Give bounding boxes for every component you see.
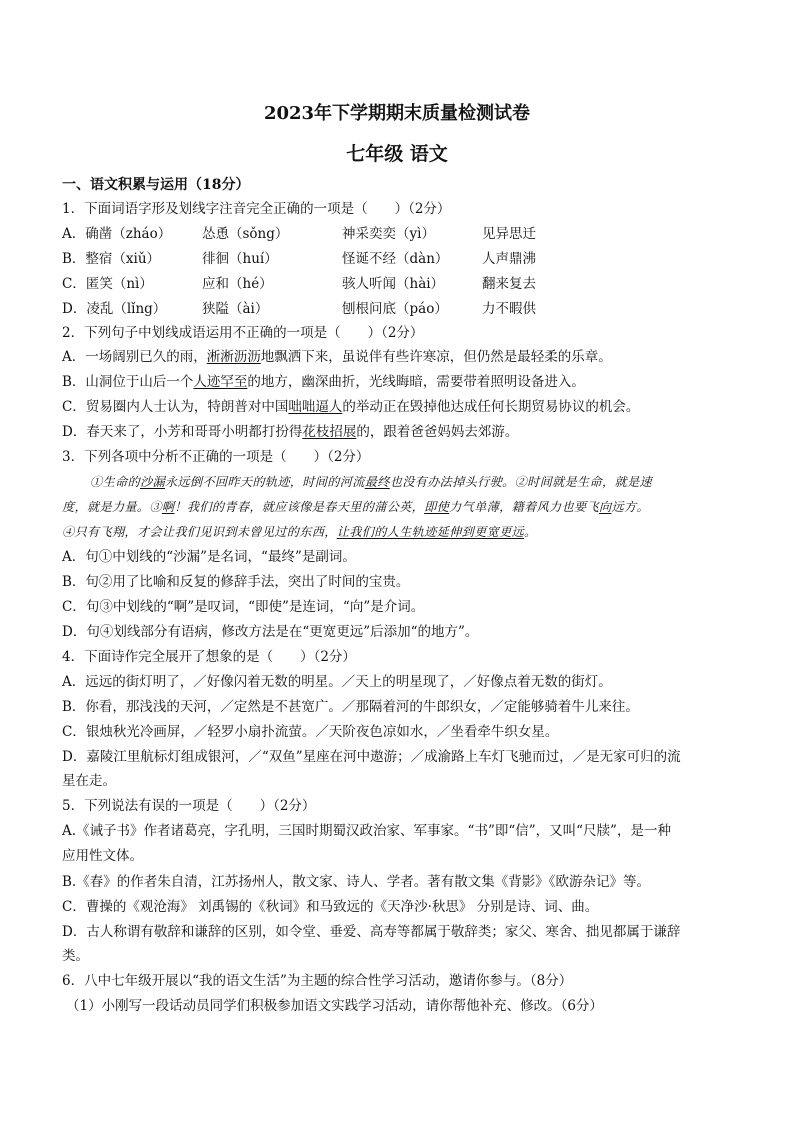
q2-b-underlined: 人迹罕至 [193, 374, 248, 390]
q3-p2b: ！我们的青春，就应该像是春天里的蒲公英， [174, 500, 425, 514]
q3-p1c: 也没有办法掉头行驶。②时间就是生命，就是速 [389, 475, 652, 489]
q3-p2d: 远方。 [611, 500, 649, 514]
q5-option-d-line-1: D．古人称谓有敬辞和谦辞的区别，如令堂、垂爱、高寿等都属于敬辞类；家父、寒舍、拙见都属于谦辞 [62, 924, 681, 940]
section-heading: 一、语文积累与运用（18分） [62, 177, 250, 193]
q2-c-post: 的举动正在毁掉他达成任何长期贸易协议的机会。 [342, 399, 640, 415]
q1-c-3: 骇人听闻（hài） [342, 276, 445, 292]
q1-c-1: C．匿笑（nì） [62, 276, 153, 292]
q2-option-a [62, 347, 730, 367]
q2-d-post: 的，跟着爸爸妈妈去郊游。 [356, 424, 519, 440]
q4-option-b: B．你看，那浅浅的天河，／定然是不甚宽广。／那隔着河的牛郎织女，／定能够骑着牛儿来往。 [62, 699, 639, 715]
q5-option-d-line-2: 类。 [62, 948, 89, 964]
q1-option-d [62, 299, 730, 319]
q4-option-d-line-1: D．嘉陵江里航标灯组成银河，／“双鱼”星座在河中遨游；／成渝路上车灯飞驰而过，／是无家可归的流 [62, 749, 681, 765]
q1-a-2: 怂恿（sǒng） [202, 226, 289, 242]
q2-a-pre: A．一场阔别已久的雨， [62, 349, 207, 365]
q2-c-pre: C．贸易圈内人士认为，特朗普对中国 [62, 399, 289, 415]
q5-option-a-line-1: A.《诫子书》作者诸葛亮，字孔明，三国时期蜀汉政治家、军事家。“书”即“信”，又叫“尺牍”，是一种 [62, 823, 671, 839]
q1-option-a [62, 224, 730, 244]
q3-option-b: B．句②用了比喻和反复的修辞手法，突出了时间的宝贵。 [62, 574, 410, 590]
q3-passage-line-3 [62, 522, 730, 542]
q1-d-3: 刨根问底（páo） [342, 301, 448, 317]
q3-p2-underline-1: 啊 [161, 500, 175, 514]
q2-a-post: 地飘洒下来，虽说伴有些许寒凉，但仍然是最轻柔的乐章。 [260, 349, 612, 365]
q1-option-b [62, 249, 730, 269]
q6-sub-1: （1）小刚写一段话动员同学们积极参加语文实践学习活动，请你帮他补充、修改。（6分） [66, 998, 603, 1014]
q3-option-c: C．句③中划线的“啊”是叹词，“即使”是连词，“向”是介词。 [62, 599, 425, 615]
q3-passage-line-1 [90, 472, 730, 492]
q6-stem: 6．八中七年级开展以“我的语文生活”为主题的综合性学习活动，邀请你参与。（8分） [62, 973, 573, 989]
q3-p3-underline: 让我们的人生轨迹延伸到更宽更远 [336, 525, 525, 539]
q3-option-a: A．句①中划线的“沙漏”是名词，“最终”是副词。 [62, 549, 356, 565]
q2-stem: 2．下列句子中划线成语运用不正确的一项是（ ）（2分） [62, 325, 424, 341]
q3-p2a: 度，就是力量。③ [62, 500, 162, 514]
q3-p2-underline-3: 向 [599, 500, 612, 514]
q1-b-2: 徘徊（huí） [202, 251, 278, 267]
q1-d-4: 力不暇供 [482, 301, 536, 317]
q2-d-underlined: 花枝招展 [302, 424, 357, 440]
q3-passage-line-2 [62, 497, 730, 517]
q2-d-pre: D．春天来了，小芳和哥哥小明都打扮得 [62, 424, 303, 440]
q2-a-underlined: 淅淅沥沥 [206, 349, 261, 365]
q3-p2-underline-2: 即使 [424, 500, 450, 514]
q4-stem: 4．下面诗作完全展开了想象的是（ ）（2分） [62, 649, 356, 665]
q2-c-underlined: 咄咄逼人 [288, 399, 343, 415]
q4-option-d-line-2: 星在走。 [62, 773, 116, 789]
q3-option-d: D．句④划线部分有语病，修改方法是在“更宽更远”后添加“的地方”。 [62, 624, 479, 640]
q2-b-post: 的地方，幽深曲折，光线晦暗，需要带着照明设备进入。 [247, 374, 585, 390]
exam-subtitle: 七年级 语文 [346, 143, 448, 165]
q2-option-d [62, 422, 730, 442]
q1-stem: 1．下面词语字形及划线字注音完全正确的一项是（ ）（2分） [62, 201, 451, 217]
q3-p1-underline-2: 最终 [364, 475, 390, 489]
q3-p2c: 力气单薄，籍着风力也要飞 [449, 500, 599, 514]
q5-option-c: C．曹操的《观沧海》 刘禹锡的《秋词》和马致远的《天净沙·秋思》 分别是诗、词、曲。 [62, 899, 599, 915]
exam-title: 2023年下学期期末质量检测试卷 [263, 103, 531, 124]
q2-option-b [62, 372, 730, 392]
q5-option-b: B.《春》的作者朱自清，江苏扬州人，散文家、诗人、学者。著有散文集《背影》《欧游杂记》等。 [62, 874, 650, 890]
q3-stem: 3．下列各项中分析不正确的一项是（ ）（2分） [62, 449, 370, 465]
q2-b-pre: B．山洞位于山后一个 [62, 374, 194, 390]
q3-p1b: 永远倒不回昨天的轨迹，时间的河流 [164, 475, 365, 489]
q1-d-2: 狭隘（ài） [202, 301, 269, 317]
q3-p3a: ④只有飞翔，才会让我们见识到未曾见过的东西， [62, 525, 337, 539]
q1-a-1: A．确凿（zháo） [62, 226, 172, 242]
q1-c-2: 应和（hé） [202, 276, 273, 292]
q5-option-a-line-2: 应用性文体。 [62, 848, 143, 864]
q1-c-4: 翻来复去 [482, 276, 536, 292]
q4-option-a: A．远远的街灯明了，／好像闪着无数的明星。／天上的明星现了，／好像点着无数的街灯。 [62, 674, 612, 690]
q1-b-4: 人声鼎沸 [482, 251, 536, 267]
q5-stem: 5．下列说法有误的一项是（ ）（2分） [62, 798, 316, 814]
q4-option-c: C．银烛秋光冷画屏，／轻罗小扇扑流萤。／天阶夜色凉如水，／坐看牵牛织女星。 [62, 724, 559, 740]
q1-a-3: 神采奕奕（yì） [342, 226, 435, 242]
q3-p1a: ①生命的 [90, 475, 140, 489]
q1-b-3: 怪诞不经（dàn） [342, 251, 449, 267]
q1-d-1: D．凌乱（lǐng） [62, 301, 167, 317]
q3-p1-underline-1: 沙漏 [139, 475, 165, 489]
q1-b-1: B．整宿（xiǔ） [62, 251, 161, 267]
q1-a-4: 见异思迁 [482, 226, 536, 242]
q3-p3b: 。 [524, 525, 537, 539]
q2-option-c [62, 397, 730, 417]
q1-option-c [62, 274, 730, 294]
